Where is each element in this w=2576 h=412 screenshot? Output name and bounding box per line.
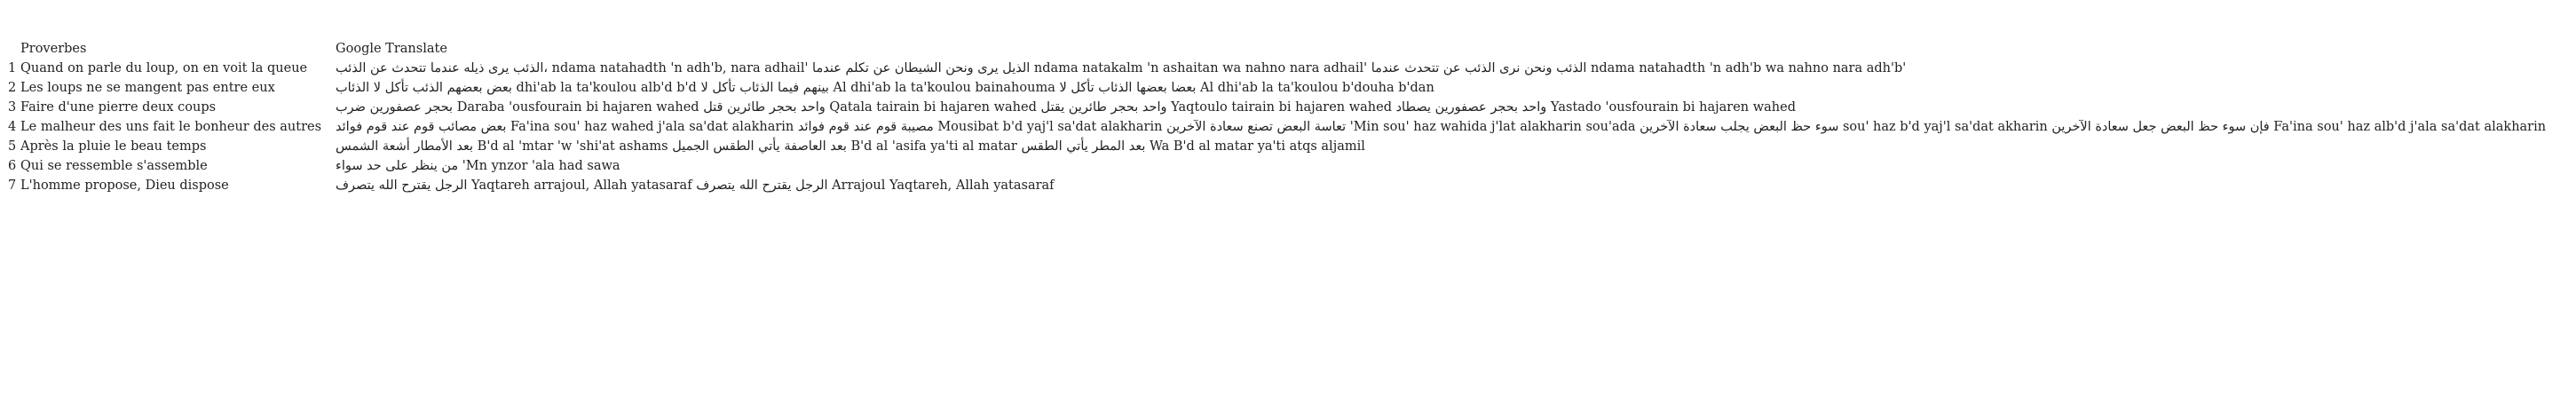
translation-cell: بعد الأمطار أشعة الشمس B'd al 'mtar 'w 'shi'at ashams بعد العاصفة يأتي الطقس الجميل B'd al 'asifa ya'ti al matar بعد المطر يأتي الطقس Wa B'd al matar ya'ti atqs aljamil <box>336 139 1365 154</box>
proverb-cell: Faire d'une pierre deux coups <box>20 100 217 115</box>
row-index: 2 <box>8 81 17 95</box>
translation-cell: بحجر عصفورين ضرب Daraba 'ousfourain bi hajaren wahed واحد بحجر طائرين قتل Qatala tairain bi hajaren wahed واحد بحجر طائرين يقتل Yaqtoulo tairain bi hajaren wahed واحد بحجر عصفورين يصطاد Yastado 'ousfourain bi hajaren wahed <box>336 100 1796 115</box>
table-row <box>0 137 2551 156</box>
translation-cell: بعض بعضهم الذئب تأكل لا الذئاب dhi'ab la ta'koulou alb'd b'd بينهم فيما الذئاب تأكل لا Al dhi'ab la ta'koulou bainahouma بعضا بعضها الذئاب تأكل لا Al dhi'ab la ta'koulou b'douha b'dan <box>336 81 1434 95</box>
translation-cell: بعض مصائب قوم عند قوم فوائد Fa'ina sou' haz wahed j'ala sa'dat alakharin مصيبة قوم عند قوم فوائد Mousibat b'd yaj'l sa'dat alakharin تعاسة البعض تصنع سعادة الآخرين 'Min sou' haz wahida j'lat alakharin sou'ada سوء حظ البعض يجلب سعادة الآخرين sou' haz b'd yaj'l sa'dat akharin فإن سوء حظ البعض جعل سعادة الآخرين Fa'ina sou' haz alb'd j'ala sa'dat alakharin <box>336 120 2547 134</box>
row-index: 6 <box>8 159 17 173</box>
table-row <box>0 117 2551 137</box>
table-row <box>0 156 2551 176</box>
table-row <box>0 176 2551 195</box>
row-index: 1 <box>8 61 17 75</box>
translation-cell: الرجل يقترح الله يتصرف Yaqtareh arrajoul, Allah yatasaraf الرجل يقترح الله يتصرف Arrajoul Yaqtareh, Allah yatasaraf <box>336 178 1055 193</box>
proverbs-table-container <box>0 39 2576 195</box>
proverb-cell: Quand on parle du loup, on en voit la queue <box>20 61 308 75</box>
table-row <box>0 98 2551 117</box>
translation-cell: الذئب يرى ذيله عندما تتحدث عن الذئب، ndama natahadth 'n adh'b, nara adhail' الذيل يرى ونحن الشيطان عن تكلم عندما ndama natakalm 'n ashaitan wa nahno nara adhail' الذئب ونحن نرى الذئب عن تتحدث عندما ndama natahadth 'n adh'b wa nahno nara adh'b' <box>336 61 1907 75</box>
proverb-cell: Le malheur des uns fait le bonheur des autres <box>20 120 322 134</box>
proverbs-table <box>0 39 2551 195</box>
translation-cell: من ينظر على حد سواء 'Mn ynzor 'ala had sawa <box>336 159 620 173</box>
proverb-cell: Après la pluie le beau temps <box>20 139 207 154</box>
header-index <box>0 39 20 59</box>
table-row <box>0 78 2551 98</box>
proverb-cell: Qui se ressemble s'assemble <box>20 159 208 173</box>
proverb-cell: Les loups ne se mangent pas entre eux <box>20 81 275 95</box>
header-row <box>0 39 2551 59</box>
proverb-cell: L'homme propose, Dieu dispose <box>20 178 229 193</box>
row-index: 3 <box>8 100 17 115</box>
row-index: 5 <box>8 139 17 154</box>
header-proverbes: Proverbes <box>20 42 87 56</box>
header-google-translate: Google Translate <box>336 42 447 56</box>
row-index: 4 <box>8 120 17 134</box>
row-index: 7 <box>8 178 17 193</box>
table-row <box>0 59 2551 78</box>
